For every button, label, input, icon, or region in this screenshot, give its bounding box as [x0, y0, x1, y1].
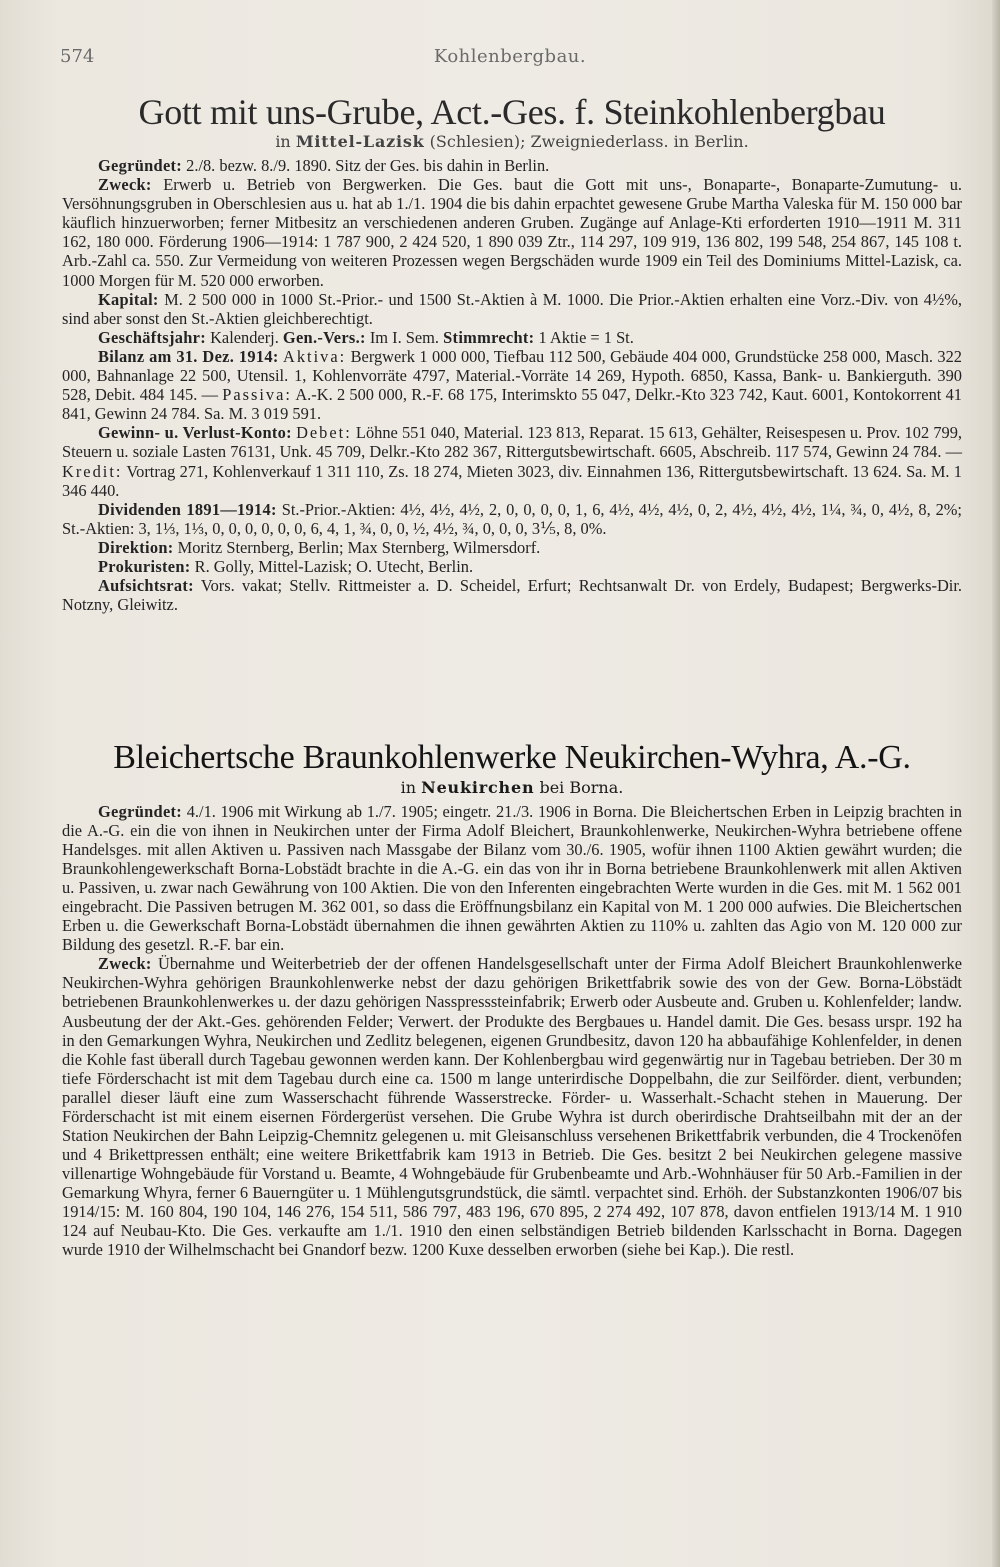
prokuristen-paragraph: [62, 557, 962, 576]
zweck-text: Erwerb u. Betrieb von Bergwerken. Die Ges. baut die Gott mit uns-, Bonaparte-, Bonaparte-Zumutung- u. Versöhnungsgruben in Oberschlesien aus u. hat ab 1./1. 1904 die bis dahin erpachtet gewesene Grube Martha Valeska für M. 150 000 bar käuflich hinzuerworben; ferner Mitbesitz an verschiedenen anderen Gruben. Zugänge auf Anlage-Kti erforderten 1910—1911 M. 311 162, 180 000. Förderung 1906—1914: 1 787 900, 2 424 520, 1 890 039 Ztr., 114 297, 109 919, 136 802, 199 548, 254 867, 145 108 t. Arb.-Zahl ca. 550. Zur Vermeidung von weiteren Prozessen wegen Bergschäden wurde 1909 ein Teil des Dominiums Mittel-Lazisk, ca. 1000 Morgen für M. 520 000 erworben.: [62, 175, 962, 290]
aufsichtsrat-text: Vors. vakat; Stellv. Rittmeister a. D. Scheidel, Erfurt; Rechtsanwalt Dr. von Erdely, Budapest; Bergwerks-Dir. Notzny, Gleiwitz.: [62, 576, 962, 615]
geschaeftsjahr-label: Geschäftsjahr:: [98, 327, 206, 347]
aufsichtsrat-label: Aufsichtsrat:: [98, 576, 194, 596]
bilanz-paragraph: [62, 347, 962, 423]
passiva-text: A.-K. 2 500 000, R.-F. 68 175, Interimskto 55 047, Delkr.-Kto 323 742, Kaut. 6001, Kontokorrent 41 841, Gewinn 24 784. Sa. M. 3 019 591.: [62, 385, 962, 424]
location-place: Neukirchen: [421, 778, 535, 797]
company-location: [62, 778, 962, 798]
genvers-label: Gen.-Vers.:: [282, 327, 366, 347]
location-prefix: in: [400, 778, 422, 797]
direktion-label: Direktion:: [98, 537, 174, 557]
gegruendet-paragraph: [62, 156, 962, 175]
kredit-label: Kredit:: [62, 461, 123, 481]
gegruendet-label: Gegründet:: [98, 802, 183, 821]
page-header: [60, 46, 960, 72]
kapital-label: Kapital:: [98, 289, 159, 309]
stimmrecht-text: 1 Aktie = 1 St.: [534, 327, 634, 347]
zweck-text: Übernahme und Weiterbetrieb der der offenen Handelsgesellschaft unter der Firma Adolf Bleichert Braunkohlenwerke Neukirchen-Wyhra gehörigen Braunkohlenwerke nebst der dazu gehörigen Brikettfabrik sowie des von der Gew. Borna-Löbstädt betriebenen Braunkohlenwerkes u. der dazu gehörigen Nasspresssteinfabrik; Erwerb oder Ausbeute and. Gruben u. Kohlenfelder; landw. Ausbeutung der der Akt.-Ges. gehörenden Felder; Verwert. der Produkte des Bergbaues u. Handel damit. Die Ges. besass urspr. 192 ha in den Gemarkungen Wyhra, Neukirchen und Zedlitz belegenen, eigenen Grundbesitz, davon 120 ha abbaufähige Kohlenfelder, in denen die Kohle fast überall durch Tagebau gewonnen werden kann. Der Kohlenbergbau wird gegenwärtig nur in Tagebau betrieben. Der 30 m tiefe Förderschacht ist mit dem Tagebau durch eine ca. 1500 m lange unterirdische Doppelbahn, die zur Seilförder. dient, verbunden; parallel dieser läuft eine zum Wasserschacht führende Wasserstrecke. Förder- u. Wasserhalt.-Schacht stehen in Mauerung. Der Förderschacht ist mit einem eisernen Fördergerüst versehen. Die Grube Wyhra ist durch oberirdische Drahtseilbahn mit der an der Station Neukirchen der Bahn Leipzig-Chemnitz gelegenen u. mit Gleisanschluss versehenen Brikettfabrik verbunden, die 4 Trockenöfen und 4 Brikettpressen enthält; eine weitere Brikettfabrik kam 1913 in Betrieb. Die Ges. besitzt 2 bei Neukirchen gelegene massive villenartige Wohngebäude für Vorstand u. Beamte, 4 Wohngebäude für Grubenbeamte und Arb.-Wohnhäuser für 50 Arb.-Familien in der Gemarkung Whyra, ferner 6 Bauerngüter u. 1 Mühlengutsgrundstück, die sämtl. verpachtet sind. Erhöh. der Substanzkonten 1906/07 bis 1914/15: M. 160 804, 190 104, 146 276, 154 511, 586 797, 483 196, 670 895, 2 274 492, 107 878, davon entfielen 1913/14 M. 1 910 124 auf Neubau-Kto. Die Ges. verkaufte am 1./1. 1910 den einen selbständigen Betrieb bildenden Karlsschacht in Borna. Dagegen wurde 1910 der Wilhelmschacht bei Gnandorf bezw. 1200 Kuxe desselben erworben (siehe bei Kap.). Die restl.: [62, 954, 962, 1260]
debet-text: Löhne 551 040, Material. 123 813, Reparat. 15 613, Gehälter, Reisespesen u. Prov. 102 799, Steuern u. soziale Lasten 76131, Unk. 45 709, Delkr.-Kto 282 367, Rittergutsbewirtschaft. 6605, Abschreib. 117 574, Gewinn 24 784. —: [62, 423, 962, 462]
company-title: Gott mit uns-Grube, Act.-Ges. f. Steinkohlenbergbau: [138, 92, 886, 132]
company-title: Bleichertsche Braunkohlenwerke Neukirchen-Wyhra, A.-G.: [113, 739, 911, 776]
gegruendet-paragraph: [62, 802, 962, 954]
zweck-label: Zweck:: [98, 175, 152, 195]
direktion-paragraph: [62, 538, 962, 557]
genvers-text: Im I. Sem.: [365, 327, 444, 347]
zweck-paragraph: [62, 954, 962, 1259]
dividenden-paragraph: [62, 500, 962, 538]
kapital-text: M. 2 500 000 in 1000 St.-Prior.- und 1500 St.-Aktien à M. 1000. Die Prior.-Aktien erhalten eine Vorz.-Div. von 4½%, sind aber sonst den St.-Aktien gleichberechtigt.: [62, 289, 962, 328]
page-edge-shadow: [992, 0, 1000, 1567]
gegruendet-text: 4./1. 1906 mit Wirkung ab 1./7. 1905; eingetr. 21./3. 1906 in Borna. Die Bleichertschen Erben in Leipzig brachten in die A.-G. ein die von ihnen in Neukirchen unter der Firma Adolf Bleichert, Braunkohlenwerke, Neukirchen-Wyhra betriebene offene Handelsges. mit allen Aktiven u. Passiven nach Massgabe der Bilanz vom 30./6. 1905, wofür ihnen 1100 Aktien gewährt wurden; die Braunkohlengewerkschaft Borna-Lobstädt brachte in die A.-G. ein das von ihr in Borna betriebene Braunkohlenwerk mit allen Aktiven u. Passiven, u. zwar nach Gewährung von 100 Aktien. Die von den Inferenten eingebrachten Werte wurden in die Ges. mit M. 1 562 001 eingebracht. Die Passiven betrugen M. 362 001, so dass die Eröffnungsbilanz ein Kapital von M. 1 200 000 aufwies. Die Bleichertschen Erben u. die Gewerkschaft Borna-Lobstädt übernahmen die ihnen gewährten Aktien zu 110% u. zahlten das Agio von M. 120 000 zur Bildung des gesetzl. R.-F. bar ein.: [62, 802, 962, 955]
guv-label: Gewinn- u. Verlust-Konto:: [98, 423, 292, 443]
debet-label: Debet:: [296, 423, 352, 443]
zweck-paragraph: [62, 175, 962, 290]
prokuristen-label: Prokuristen:: [98, 556, 191, 576]
dividenden-text: St.-Prior.-Aktien: 4½, 4½, 4½, 2, 0, 0, 0, 0, 1, 6, 4½, 4½, 4½, 0, 2, 4½, 4½, 4½, 1¼, ¾, 0, 4½, 8, 2%; St.-Aktien: 3, 1⅓, 1⅓, 0, 0, 0, 0, 0, 0, 6, 4, 1, ¾, 0, 0, ½, 4½, ¾, 0, 0, 0, 3⅕, 8, 0%.: [62, 499, 962, 538]
gegruendet-label: Gegründet:: [98, 156, 183, 175]
location-place: Mittel-Lazisk: [295, 132, 425, 151]
entry-body: [62, 156, 962, 614]
company-entry-gott-mit-uns: [62, 92, 962, 614]
direktion-text: Moritz Sternberg, Berlin; Max Sternberg, Wilmersdorf.: [173, 537, 541, 557]
kredit-text: Vortrag 271, Kohlenverkauf 1 311 110, Zs. 18 274, Mieten 3023, div. Einnahmen 136, Rittergutsbewirtschaft. 13 624. Sa. M. 1 346 440.: [62, 461, 962, 500]
location-suffix: (Schlesien); Zweigniederlass. in Berlin.: [424, 132, 749, 151]
gegruendet-text: 2./8. bezw. 8./9. 1890. Sitz der Ges. bis dahin in Berlin.: [182, 156, 550, 175]
aufsichtsrat-paragraph: [62, 576, 962, 614]
company-entry-bleichertsche: [62, 738, 962, 1259]
passiva-label: Passiva:: [222, 385, 292, 405]
aktiva-text: Bergwerk 1 000 000, Tiefbau 112 500, Gebäude 404 000, Grundstücke 258 000, Masch. 322 000, Bahnanlage 22 500, Utensil. 1, Kohlenvorräte 4797, Material.-Vorräte 14 269, Hypoth. 6850, Kassa, Bank- u. Bankierguth. 390 528, Debit. 484 145. —: [62, 346, 962, 405]
stimmrecht-label: Stimmrecht:: [443, 327, 535, 347]
bilanz-label: Bilanz am 31. Dez. 1914:: [98, 346, 279, 366]
geschaeftsjahr-text: Kalenderj.: [206, 327, 283, 347]
aktiva-label: Aktiva:: [283, 346, 347, 366]
page-number: 574: [60, 46, 95, 67]
dividenden-label: Dividenden 1891—1914:: [98, 499, 277, 519]
company-location: [62, 132, 962, 152]
kapital-paragraph: [62, 290, 962, 328]
zweck-label: Zweck:: [98, 954, 152, 974]
prokuristen-text: R. Golly, Mittel-Lazisk; O. Utecht, Berlin.: [190, 556, 474, 576]
entry-body: [62, 802, 962, 1259]
location-prefix: in: [275, 132, 296, 151]
guv-paragraph: [62, 423, 962, 499]
running-title: Kohlenbergbau.: [433, 46, 587, 67]
geschaeftsjahr-paragraph: [62, 328, 962, 347]
location-suffix: bei Borna.: [534, 778, 624, 797]
